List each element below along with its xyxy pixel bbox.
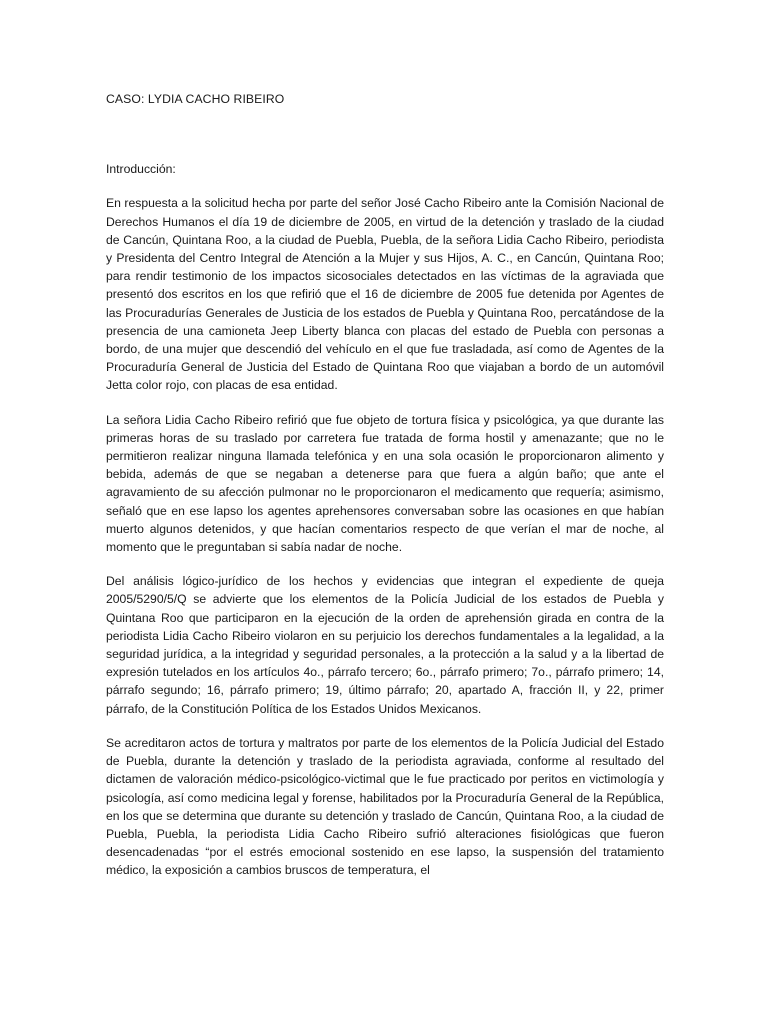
paragraph-3: Del análisis lógico-jurídico de los hechos y evidencias que integran el expediente de queja 2005/5290/5/Q se advierte que los elementos de la Policía Judicial de los estados de Puebla y Quintana Roo que participaron en la ejecución de la orden de aprehensión girada en contra de la periodista Lidia Cacho Ribeiro violaron en su perjuicio los derechos fundamentales a la legalidad, a la seguridad jurídica, a la integridad y seguridad personales, a la protección a la salud y a la libertad de expresión tutelados en los artículos 4o., párrafo tercero; 6o., párrafo primero; 7o., párrafo primero; 14, párrafo segundo; 16, párrafo primero; 19, último párrafo; 20, apartado A, fracción II, y 22, primer párrafo, de la Constitución Política de los Estados Unidos Mexicanos.	[106, 574, 664, 716]
paragraph-2: La señora Lidia Cacho Ribeiro refirió que fue objeto de tortura física y psicológica, ya que durante las primeras horas de su traslado por carretera fue tratada de forma hostil y amenazante; que no le permitieron realizar ninguna llamada telefónica y en una sola ocasión le proporcionaron alimento y bebida, además de que se negaban a detenerse para que fuera a algún baño; que ante el agravamiento de su afección pulmonar no le proporcionaron el medicamento que requería; asimismo, señaló que en ese lapso los agentes aprehensores conversaban sobre las ocasiones en que habían muerto algunos detenidos, y que hacían comentarios respecto de que verían el mar de noche, al momento que le preguntaban si sabía nadar de noche.	[106, 412, 664, 555]
document-body	[106, 90, 664, 880]
intro-heading: Introducción:	[106, 162, 176, 177]
paragraph-4: Se acreditaron actos de tortura y maltratos por parte de los elementos de la Policía Judicial del Estado de Puebla, durante la detención y traslado de la periodista agraviada, conforme al resultado del dictamen de valoración médico-psicológico-victimal que le fue practicado por peritos en victimología y psicología, así como medicina legal y forense, habilitados por la Procuraduría General de la República, en los que se determina que durante su detención y traslado de Cancún, Quintana Roo, a la ciudad de Puebla, Puebla, la periodista Lidia Cacho Ribeiro sufrió alteraciones fisiológicas que fueron desencadenadas “por el estrés emocional sostenido en ese lapso, la suspensión del tratamiento médico, la exposición a cambios bruscos de temperatura, el	[106, 735, 664, 878]
paragraph-1: En respuesta a la solicitud hecha por parte del señor José Cacho Ribeiro ante la Comisión Nacional de Derechos Humanos el día 19 de diciembre de 2005, en virtud de la detención y traslado de la ciudad de Cancún, Quintana Roo, a la ciudad de Puebla, Puebla, de la señora Lidia Cacho Ribeiro, periodista y Presidenta del Centro Integral de Atención a la Mujer y sus Hijos, A. C., en Cancún, Quintana Roo; para rendir testimonio de los impactos sicosociales detectados en las víctimas de la agraviada que presentó dos escritos en los que refirió que el 16 de diciembre de 2005 fue detenida por Agentes de las Procuradurías Generales de Justicia de los estados de Puebla y Quintana Roo, percatándose de la presencia de una camioneta Jeep Liberty blanca con placas del estado de Puebla con personas a bordo, de una mujer que descendió del vehículo en el que fue trasladada, así como de Agentes de la Procuraduría General de Justicia del Estado de Quintana Roo que viajaban a bordo de un automóvil Jetta color rojo, con placas de esa entidad.	[106, 196, 664, 393]
document-title: CASO: LYDIA CACHO RIBEIRO	[106, 92, 285, 106]
